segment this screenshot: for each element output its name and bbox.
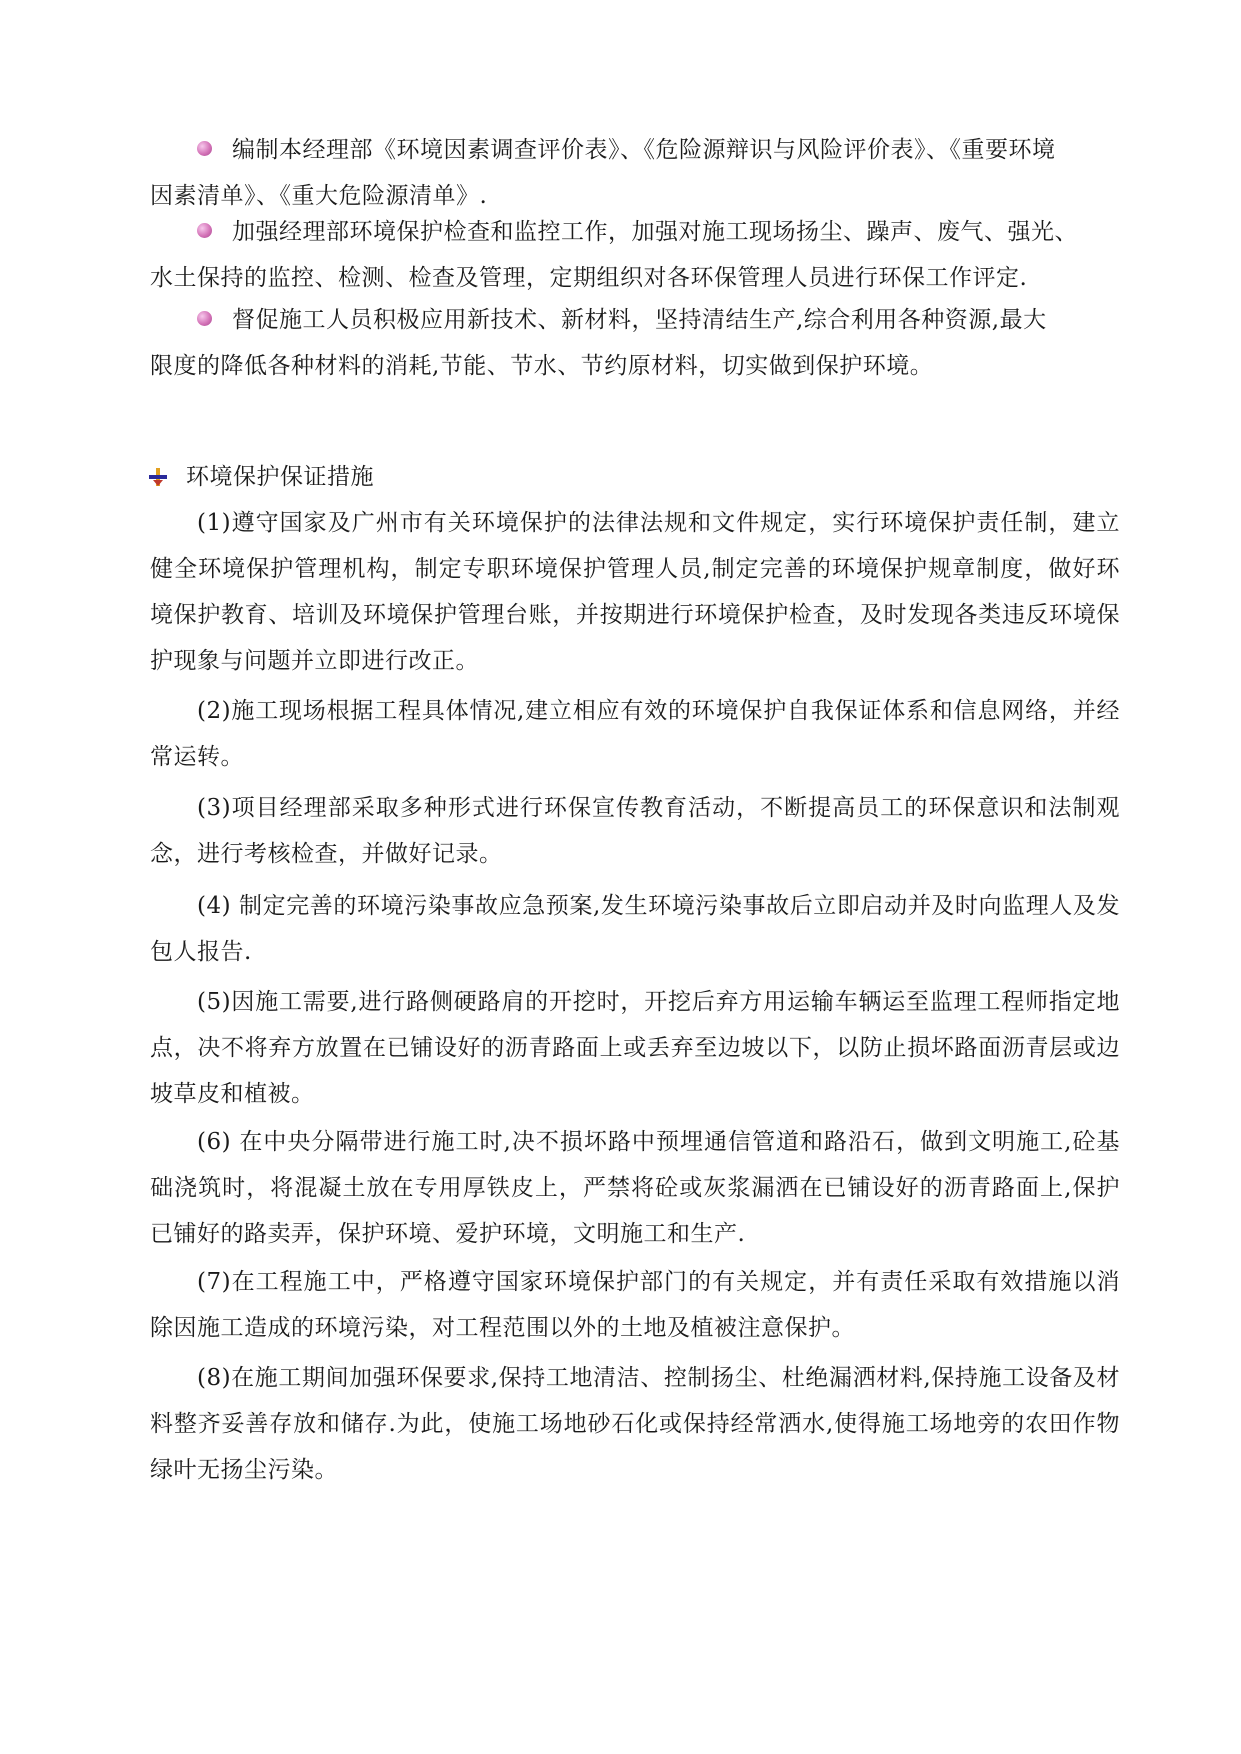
measure-paragraph-7: (7)在工程施工中，严格遵守国家环境保护部门的有关规定，并有责任采取有效措施以消除因施工造成的环境污染，对工程范围以外的土地及植被注意保护。 [150,1269,1120,1341]
bullet-text-line2: 水土保持的监控、检测、检查及管理，定期组织对各环保管理人员进行环保工作评定. [150,265,1028,291]
measure-paragraph-1: (1)遵守国家及广州市有关环境保护的法律法规和文件规定，实行环境保护责任制，建立健全环境保护管理机构，制定专职环境保护管理人员,制定完善的环境保护规章制度，做好环境保护教育、培训及环境保护管理台账，并按期进行环境保护检查，及时发现各类违反环境保护现象与问题并立即进行改正。 [150,510,1120,674]
bullet-text-line1: 编制本经理部《环境因素调查评价表》、《危险源辩识与风险评价表》、《重要环境 [232,137,1056,163]
measure-paragraph-3: (3)项目经理部采取多种形式进行环保宣传教育活动，不断提高员工的环保意识和法制观念，进行考核检查，并做好记录。 [150,795,1120,867]
pink-bullet-icon [197,141,212,156]
pink-bullet-icon [197,311,212,326]
plus-arrow-icon [148,467,168,487]
measure-paragraph-6: (6) 在中央分隔带进行施工时,决不损坏路中预埋通信管道和路沿石，做到文明施工,砼基础浇筑时，将混凝土放在专用厚铁皮上，严禁将砼或灰浆漏洒在已铺设好的沥青路面上,保护已铺好的路卖弄，保护环境、爱护环境，文明施工和生产. [150,1129,1120,1247]
bullet-paragraph-3 [150,297,1120,389]
bullet-text-line1: 督促施工人员积极应用新技术、新材料，坚持清结生产,综合利用各种资源,最大 [232,307,1047,333]
section-heading-text: 环境保护保证措施 [186,464,374,490]
pink-bullet-icon [197,223,212,238]
section-heading [148,454,374,500]
bullet-text-line1: 加强经理部环境保护检查和监控工作，加强对施工现场扬尘、躁声、废气、强光、 [232,219,1078,245]
measure-paragraph-2: (2)施工现场根据工程具体情况,建立相应有效的环境保护自我保证体系和信息网络，并经常运转。 [150,698,1120,770]
bullet-text-line2: 限度的降低各种材料的消耗,节能、节水、节约原材料，切实做到保护环境。 [150,353,934,379]
measure-paragraph-8: (8)在施工期间加强环保要求,保持工地清洁、控制扬尘、杜绝漏洒材料,保持施工设备及材料整齐妥善存放和储存.为此，使施工场地砂石化或保持经常洒水,使得施工场地旁的农田作物绿叶无扬尘污染。 [150,1365,1120,1483]
measure-paragraph-5: (5)因施工需要,进行路侧硬路肩的开挖时，开挖后弃方用运输车辆运至监理工程师指定地点，决不将弃方放置在已铺设好的沥青路面上或丢弃至边坡以下，以防止损坏路面沥青层或边坡草皮和植被。 [150,989,1120,1107]
bullet-paragraph-2 [150,209,1120,301]
measure-paragraph-4: (4) 制定完善的环境污染事故应急预案,发生环境污染事故后立即启动并及时向监理人及发包人报告. [150,893,1120,965]
bullet-paragraph-1 [150,127,1120,219]
bullet-text-line2: 因素清单》、《重大危险源清单》. [150,183,488,209]
